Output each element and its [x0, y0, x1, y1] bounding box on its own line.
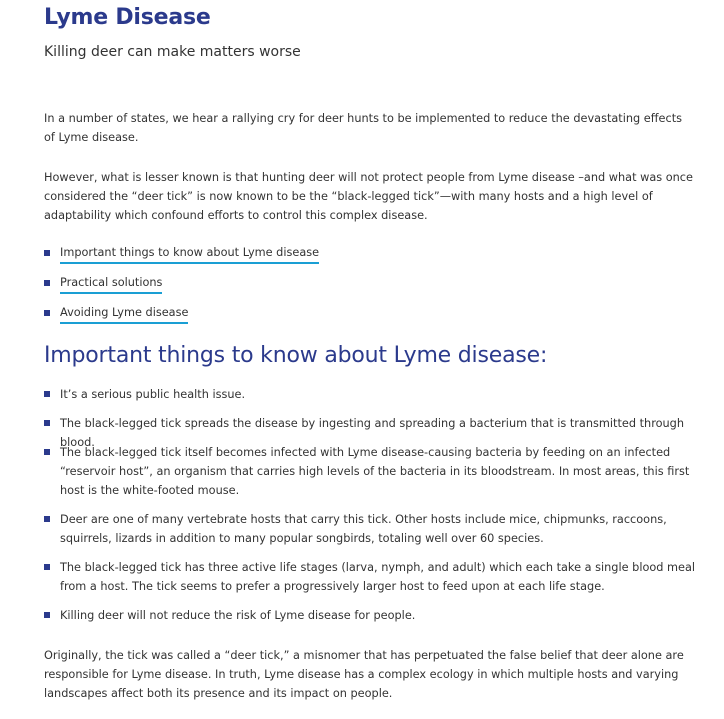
square-bullet-icon — [44, 449, 50, 455]
fact-text: It’s a serious public health issue. — [60, 388, 246, 401]
toc-item — [44, 244, 696, 274]
fact-text: The black-legged tick has three active life stages (larva, nymph, and adult) which each take a single blood meal from a host. The tick seems to prefer a progressively larger host to feed upon at each life stage. — [60, 561, 696, 593]
closing-paragraph: Originally, the tick was called a “deer tick,” a misnomer that has perpetuated the false belief that deer alone are responsible for Lyme disease. In truth, Lyme disease has a complex ecology in which multiple hosts and varying landscapes affect both its presence and its impact on people. — [44, 649, 684, 700]
toc-item — [44, 274, 696, 304]
fact-text: The black-legged tick itself becomes infected with Lyme disease-causing bacteria by feeding on an infected “reservoir host”, an organism that carries high levels of the bacteria in its bloodstream. In most areas, this first host is the white-footed mouse. — [60, 446, 690, 497]
square-bullet-icon — [44, 612, 50, 618]
square-bullet-icon — [44, 310, 50, 316]
list-item — [44, 510, 696, 548]
square-bullet-icon — [44, 391, 50, 397]
section-heading: Important things to know about Lyme disease: — [44, 343, 548, 368]
list-item — [44, 606, 696, 625]
square-bullet-icon — [44, 280, 50, 286]
square-bullet-icon — [44, 420, 50, 426]
page-title: Lyme Disease — [44, 5, 211, 30]
square-bullet-icon — [44, 564, 50, 570]
square-bullet-icon — [44, 250, 50, 256]
toc-link-avoiding-lyme[interactable]: Avoiding Lyme disease — [60, 304, 188, 324]
toc-link-important-things[interactable]: Important things to know about Lyme disease — [60, 244, 319, 264]
fact-text: Killing deer will not reduce the risk of Lyme disease for people. — [60, 609, 416, 622]
list-item — [44, 385, 696, 404]
toc-item — [44, 304, 696, 334]
list-item — [44, 558, 696, 596]
intro-paragraph-1: In a number of states, we hear a rallying cry for deer hunts to be implemented to reduce the devastating effects of Lyme disease. — [44, 112, 683, 144]
table-of-contents — [44, 244, 696, 334]
toc-link-practical-solutions[interactable]: Practical solutions — [60, 274, 162, 294]
page-subtitle: Killing deer can make matters worse — [44, 44, 301, 60]
fact-text: Deer are one of many vertebrate hosts that carry this tick. Other hosts include mice, chipmunks, raccoons, squirrels, lizards in addition to many popular songbirds, totaling well over 60 species. — [60, 513, 667, 545]
intro-paragraph-2: However, what is lesser known is that hunting deer will not protect people from Lyme disease –and what was once considered the “deer tick” is now known to be the “black-legged tick”—with many hosts and a high level of adaptability which confound efforts to control this complex disease. — [44, 171, 693, 222]
list-item — [44, 443, 696, 500]
square-bullet-icon — [44, 516, 50, 522]
fact-text: The black-legged tick spreads the disease by ingesting and spreading a bacterium that is transmitted through blood. — [60, 417, 684, 449]
